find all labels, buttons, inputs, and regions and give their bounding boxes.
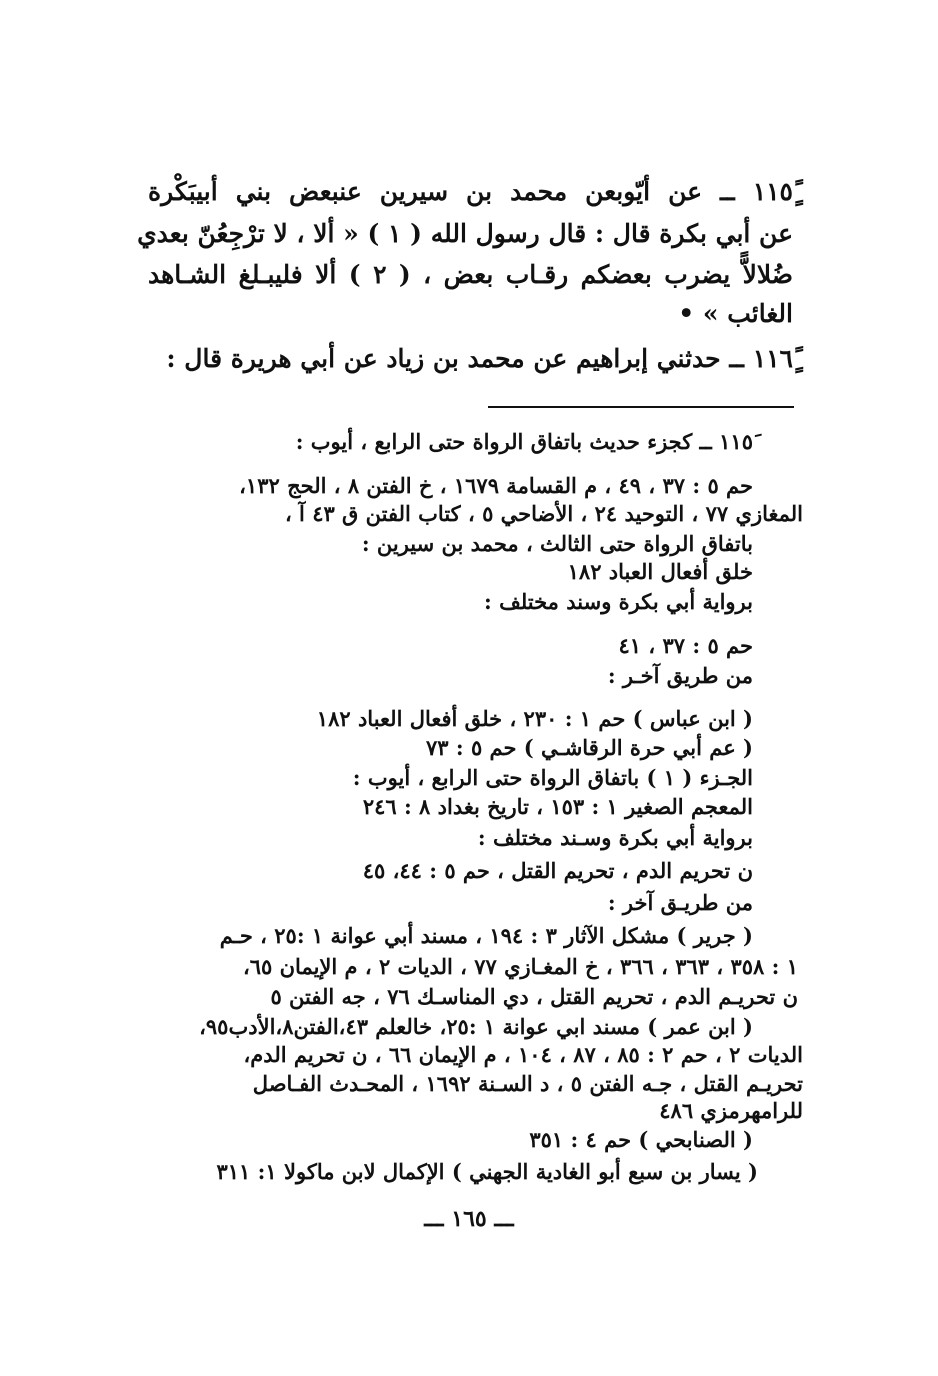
footnote-line: ( جرير ) مشكل الآثار ٣ : ١٩٤ ، مسند أبي عوانة ١ :٢٥ ، حـم — [219, 923, 753, 948]
footnote-line: ١١٥َ ــ كجزء حديث باتفاق الرواة حتى الرابع ، أيوب : — [295, 429, 753, 454]
footnote-line: من طريق آخـر : — [607, 663, 753, 688]
footnote-separator — [488, 406, 794, 408]
footnote-line: حم ٥ : ٣٧ ، ٤٩ ، م القسامة ١٦٧٩ ، خ الفتن ٨ ، الحج ١٣٢، — [239, 473, 753, 498]
footnote-line: باتفاق الرواة حتى الثالث ، محمد بن سيرين : — [361, 531, 753, 556]
footnote-line: الديات ٢ ، حم ٢ : ٨٥ ، ٨٧ ، ١٠٤ ، م الإيمان ٦٦ ، ن تحريم الدم، — [243, 1042, 803, 1067]
footnote-line: خلق أفعال العباد ١٨٢ — [567, 559, 753, 584]
footnote-line: ن تحريـم الدم ، تحريم القتل ، دي المناسـك ٧٦ ، جه الفتن ٥ — [270, 984, 798, 1009]
hadith-115-line-4: الغائب » • — [678, 299, 793, 328]
page-number: ـــ ١٦٥ ـــ — [424, 1206, 514, 1232]
footnote-line: تحريـم القتل ، جـه الفتن ٥ ، د السـنة ١٦٩٢ ، المحـدث الفـاصل — [252, 1071, 803, 1096]
footnote-line: ١ : ٣٥٨ ، ٣٦٣ ، ٣٦٦ ، خ المغـازي ٧٧ ، الديات ٢ ، م الإيمان ٦٥، — [242, 954, 798, 979]
footnote-line: الجـزء ( ١ ) باتفاق الرواة حتى الرابع ، أيوب : — [352, 765, 753, 790]
footnote-line: المغازي ٧٧ ، التوحيد ٢٤ ، الأضاحي ٥ ، كتاب الفتن ق ٤٣ آ ، — [284, 501, 803, 526]
footnote-line: ( يسار بن سبع أبو الغادية الجهني ) الإكمال لابن ماكولا ١: ٣١١ — [216, 1159, 758, 1184]
footnote-line: ( ابن عباس ) حم ١ : ٢٣٠ ، خلق أفعال العباد ١٨٢ — [316, 706, 753, 731]
footnote-line: ( ابن عمر ) مسند ابي عوانة ١ :٢٥، خالعلم ٤٣،الفتن٨،الأدب٩٥، — [199, 1014, 753, 1039]
footnote-line: من طريـق آخر : — [607, 890, 753, 915]
footnote-line: ( الصنابحي ) حم ٤ : ٣٥١ — [529, 1127, 753, 1152]
footnote-line: ن تحريم الدم ، تحريم القتل ، حم ٥ : ٤٤، ٤٥ — [362, 858, 753, 883]
footnote-line: للرامهرمزي ٤٨٦ — [659, 1098, 803, 1123]
hadith-115-line-3: ضُلالاًّ يضرب بعضكم رقـاب بعض ، ( ٢ ) ألا فليبـلغ الشـاهد — [148, 260, 794, 289]
footnote-line: حم ٥ : ٣٧ ، ٤١ — [618, 633, 753, 658]
footnote-line: المعجم الصغير ١ : ١٥٣ ، تاريخ بغداد ٨ : ٢٤٦ — [362, 794, 753, 819]
hadith-116-line-1: ١١٦ًٍ ــ حدثني إبراهيم عن محمد بن زياد عن أبي هريرة قال : — [166, 344, 793, 373]
footnote-line: برواية أبي بكرة وسند مختلف : — [484, 589, 753, 614]
hadith-115-line-1: ١١٥ًٍ ــ عن أيّوبعن محمد بن سيرين عنبعض بني أبيبَكْرة — [148, 177, 793, 206]
hadith-115-line-2: عن أبي بكرة قال : قال رسول الله ( ١ ) « ألا ، لا ترْجِعُنّ بعدي — [137, 219, 793, 248]
footnote-line: برواية أبي بكرة وسـند مختلف : — [477, 825, 753, 850]
footnote-line: ( عم أبي حرة الرقاشـي ) حم ٥ : ٧٣ — [426, 735, 753, 760]
